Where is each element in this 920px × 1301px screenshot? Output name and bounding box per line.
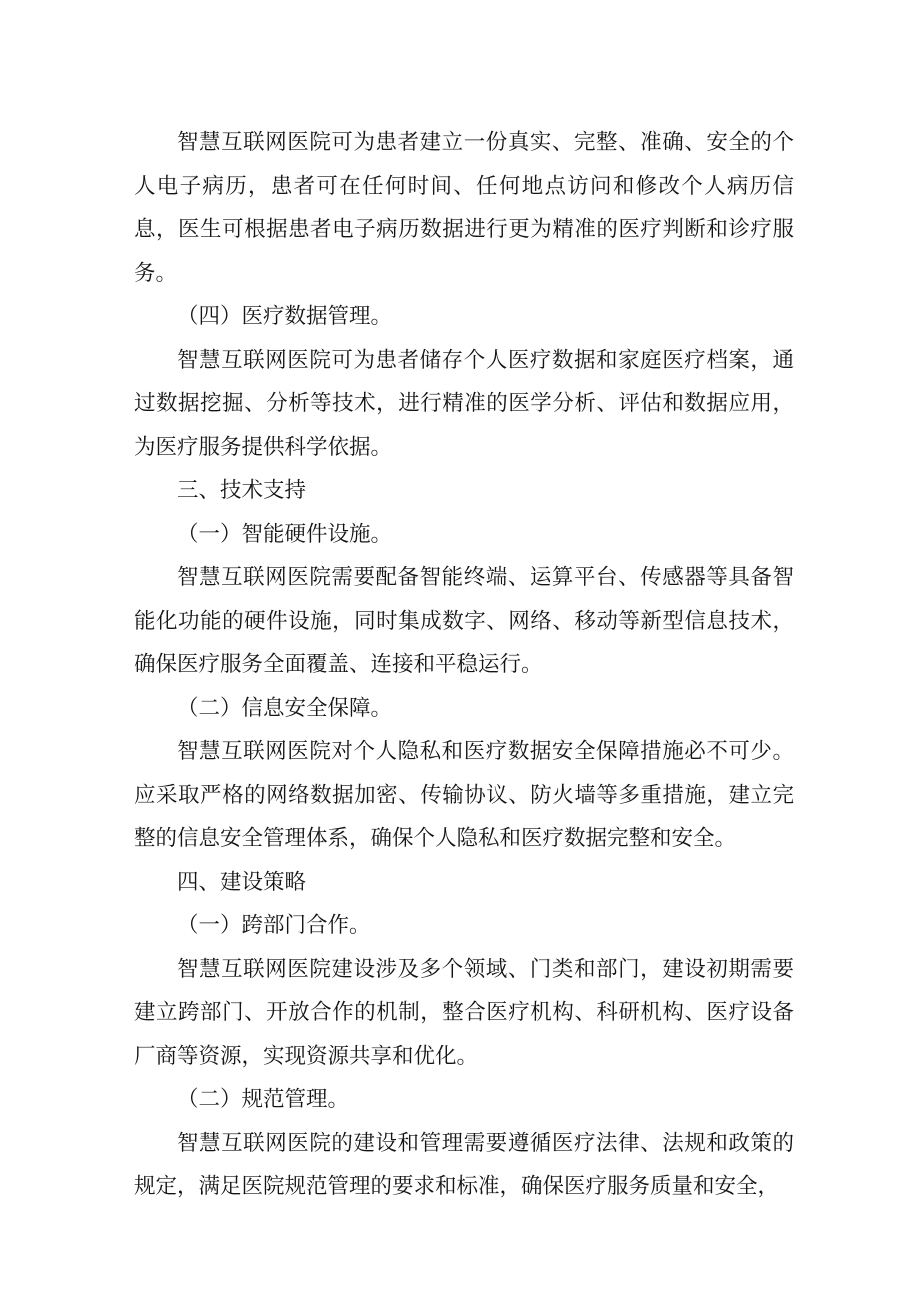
paragraph-medical-data: 智慧互联网医院可为患者储存个人医疗数据和家庭医疗档案，通过数据挖掘、分析等技术，进行精准的医学分析、评估和数据应用，为医疗服务提供科学依据。 [134,347,794,460]
paragraph-standardized-management: 智慧互联网医院的建设和管理需要遵循医疗法律、法规和政策的规定，满足医院规范管理的要求和标准，确保医疗服务质量和安全， [134,1130,794,1199]
subheading-information-security: （二）信息安全保障。 [177,695,393,721]
section-heading-construction-strategy: 四、建设策略 [177,869,307,895]
subheading-smart-hardware: （一）智能硬件设施。 [177,521,393,547]
paragraph-smart-hardware: 智慧互联网医院需要配备智能终端、运算平台、传感器等具备智能化功能的硬件设施，同时集成数字、网络、移动等新型信息技术，确保医疗服务全面覆盖、连接和平稳运行。 [134,565,794,677]
subheading-medical-data-management: （四）医疗数据管理。 [177,304,393,329]
section-heading-technical-support: 三、技术支持 [177,478,307,503]
subheading-standardized-management: （二）规范管理。 [177,1087,350,1112]
document-body [134,121,794,1209]
paragraph-electronic-records: 智慧互联网医院可为患者建立一份真实、完整、准确、安全的个人电子病历，患者可在任何时间、任何地点访问和修改个人病历信息，医生可根据患者电子病历数据进行更为精准的医疗判断和诊疗服务。 [134,130,794,286]
paragraph-cross-department: 智慧互联网医院建设涉及多个领域、门类和部门，建设初期需要建立跨部门、开放合作的机制，整合医疗机构、科研机构、医疗设备厂商等资源，实现资源共享和优化。 [134,956,794,1069]
subheading-cross-department: （一）跨部门合作。 [177,913,371,938]
paragraph-information-security: 智慧互联网医院对个人隐私和医疗数据安全保障措施必不可少。应采取严格的网络数据加密、传输协议、防火墙等多重措施，建立完整的信息安全管理体系，确保个人隐私和医疗数据完整和安全。 [134,739,794,851]
